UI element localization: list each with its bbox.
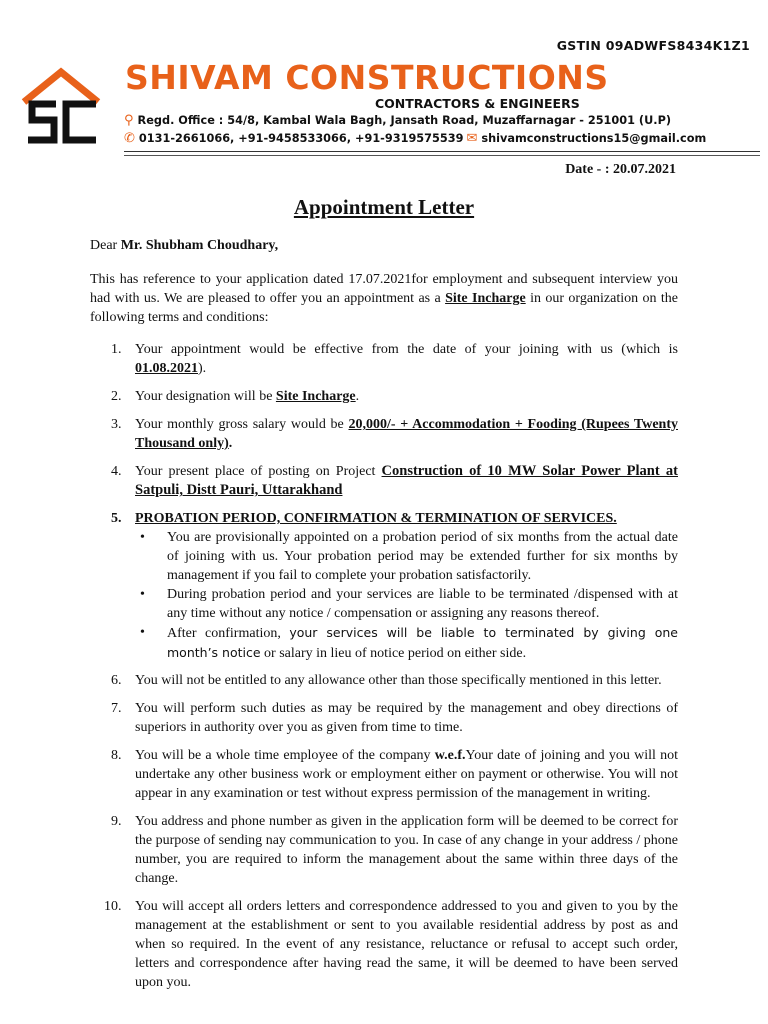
item-text: You address and phone number as given in the application form will be deemed to be correct for the purpose of sending nay communication to you. In case of any change in your address / phone number, you are required to inform the management about the same within three days of the change.	[135, 814, 678, 886]
item-text: You will not be entitled to any allowance other than those specifically mentioned in this letter.	[135, 673, 662, 688]
list-item	[90, 509, 678, 663]
address-text: Regd. Office : 54/8, Kambal Wala Bagh, Jansath Road, Muzaffarnagar - 251001 (U.P)	[137, 114, 672, 127]
item-number: 5.	[111, 511, 122, 526]
bullet-icon: •	[140, 625, 145, 640]
item-number: 2.	[111, 389, 122, 404]
list-item	[90, 415, 678, 453]
item-text: Your present place of posting on Project	[135, 464, 382, 479]
item-number: 7.	[111, 701, 122, 716]
letter-date: Date - : 20.07.2021	[565, 162, 676, 177]
item-number: 10.	[104, 899, 122, 914]
list-item	[90, 387, 678, 406]
item-text: You will accept all orders letters and correspondence addressed to you and given to you by the management at the establishment or sent to you available residential address by post as and when so required. In the event of any resistance, reluctance or refusal to accept such order, letters and correspondence after having read the same, it will be deemed to have been served upon you.	[135, 899, 678, 990]
header-divider	[124, 151, 760, 152]
item-number: 3.	[111, 417, 122, 432]
list-item	[90, 746, 678, 803]
gstin-number: GSTIN 09ADWFS8434K1Z1	[556, 38, 750, 53]
salutation-prefix: Dear	[90, 238, 118, 253]
item-text: Your monthly gross salary would be	[135, 417, 349, 432]
bullet-list	[135, 528, 678, 663]
bullet-item	[135, 585, 678, 623]
item-text: Your designation will be	[135, 389, 276, 404]
salutation	[90, 236, 678, 255]
wef-label: w.e.f.	[434, 748, 466, 763]
intro-paragraph	[90, 270, 678, 327]
intro-text-2: in our organization on the following terms and conditions:	[90, 291, 679, 325]
section-heading: PROBATION PERIOD, CONFIRMATION & TERMINATION OF SERVICES.	[135, 511, 617, 526]
joining-date: 01.08.2021	[135, 361, 198, 376]
list-item	[90, 671, 678, 690]
item-number: 8.	[111, 748, 122, 763]
salary: 20,000/- + Accommodation + Fooding (Rupees Twenty Thousand only)	[135, 417, 678, 451]
item-number: 9.	[111, 814, 122, 829]
intro-text-1: This has reference to your application dated 17.07.2021for employment and subsequent interview you had with us. We are pleased to offer you an appointment as a	[90, 272, 678, 306]
item-text: You will perform such duties as may be required by the management and obey directions of superiors in authority over you as given from time to time.	[135, 701, 678, 735]
letter-body	[90, 236, 678, 1001]
address-line	[124, 113, 671, 128]
recipient-name: Mr. Shubham Choudhary,	[120, 238, 279, 253]
page-title: Appointment Letter	[293, 195, 475, 219]
terms-list	[90, 340, 678, 992]
item-text: You will be a whole time employee of the company	[135, 748, 435, 763]
list-item	[90, 462, 678, 500]
bullet-icon: •	[140, 587, 145, 602]
item-text: Your appointment would be effective from the date of your joining with us (which is	[135, 342, 678, 357]
item-end: .	[355, 389, 360, 404]
envelope-icon: ✉	[466, 131, 478, 146]
location-pin-icon: ⚲	[124, 113, 134, 128]
list-item	[90, 812, 678, 888]
list-item	[90, 340, 678, 378]
bullet-text: your services will be liable to terminated by giving one month’s notice	[167, 625, 678, 660]
company-name: SHIVAM CONSTRUCTIONS	[125, 58, 609, 97]
project-name: Construction of 10 MW Solar Power Plant at Satpuli, Distt Pauri, Uttarakhand	[135, 463, 678, 498]
bullet-text: After confirmation,	[167, 626, 290, 641]
email-address: shivamconstructions15@gmail.com	[481, 132, 707, 145]
company-tagline: CONTRACTORS & ENGINEERS	[375, 96, 580, 111]
bullet-icon: •	[140, 530, 145, 545]
bullet-text: You are provisionally appointed on a probation period of six months from the actual date of joining with us. Your probation period may be extended further for six months by management if you fail to complete your probation satisfactorily.	[167, 530, 678, 583]
list-item	[90, 699, 678, 737]
item-end: .	[228, 436, 233, 451]
phone-numbers: 0131-2661066, +91-9458533066, +91-9319575539	[138, 132, 464, 145]
bullet-text: During probation period and your services are liable to be terminated /dispensed with at any time without any notice / compensation or assigning any reasons thereof.	[167, 587, 678, 621]
item-number: 1.	[111, 342, 122, 357]
company-logo	[20, 66, 102, 148]
bullet-item	[135, 528, 678, 585]
intro-role: Site Incharge	[445, 291, 526, 306]
bullet-item	[135, 623, 678, 663]
contact-line	[124, 131, 706, 146]
designation: Site Incharge	[275, 389, 356, 404]
item-end: ).	[198, 361, 207, 376]
list-item	[90, 897, 678, 992]
item-text: Your date of joining and you will not undertake any other business work or employment either on payment or otherwise. You will not appear in any examination or test without express permission of the management in writing.	[135, 748, 678, 801]
item-number: 4.	[111, 464, 122, 479]
item-number: 6.	[111, 673, 122, 688]
header-divider-thin	[124, 155, 760, 156]
bullet-text: or salary in lieu of notice period on either side.	[260, 646, 527, 661]
phone-icon: ✆	[124, 131, 135, 146]
